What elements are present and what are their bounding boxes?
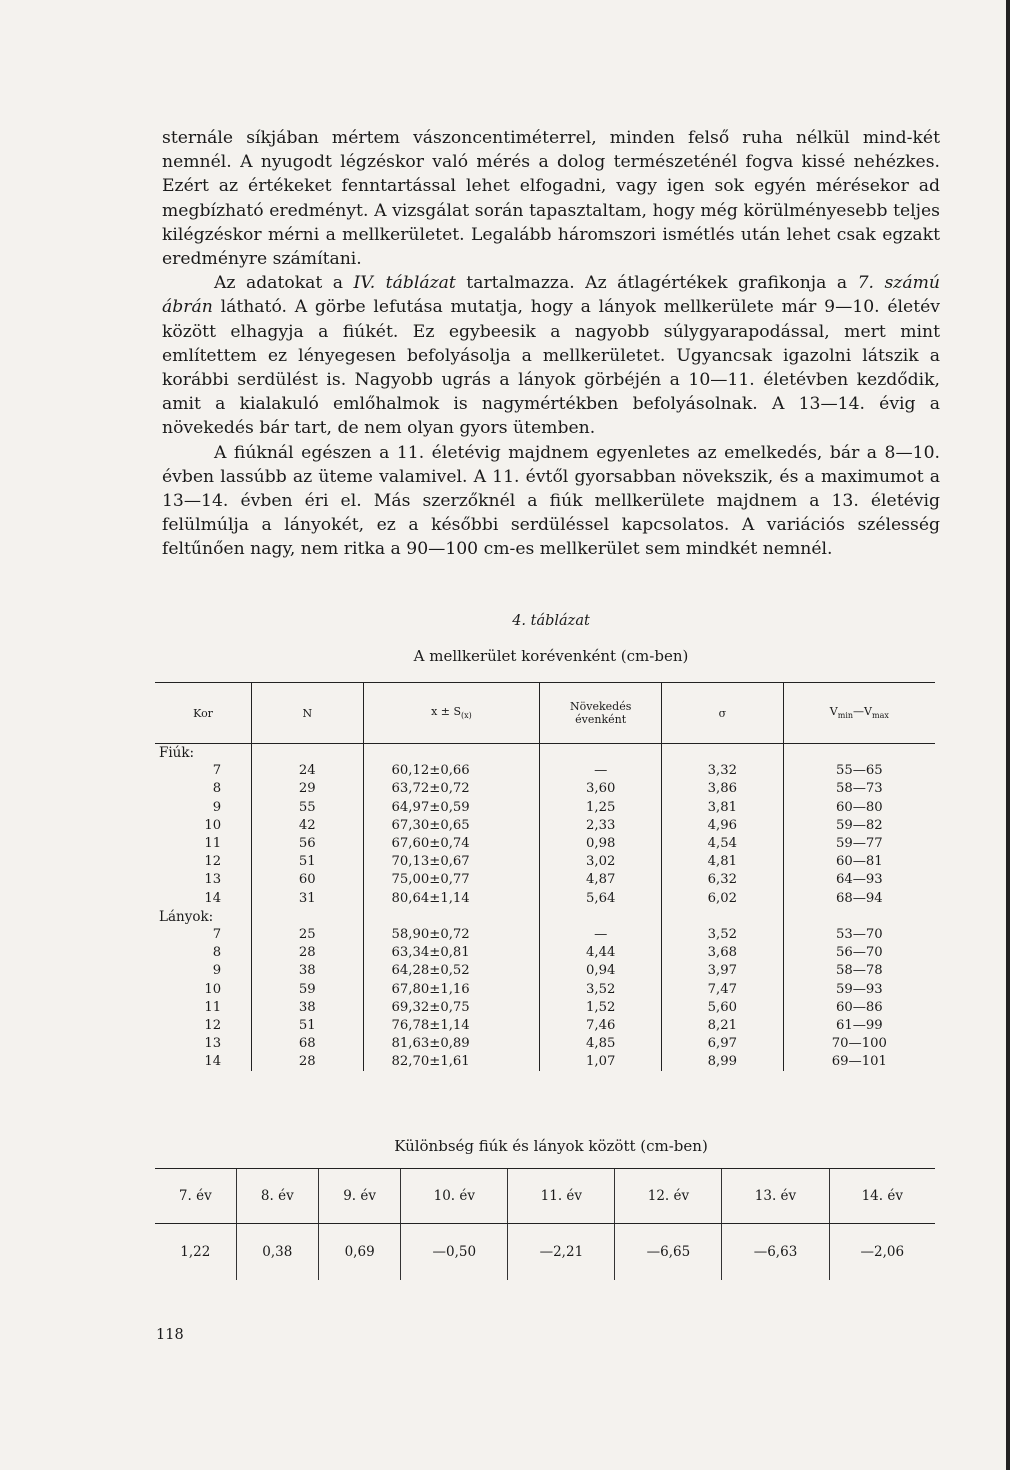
table-row [155,999,935,1017]
cell-range: 60—81 [783,853,935,871]
cell-age: 7 [212,926,222,942]
cell-growth: 3,52 [540,980,662,998]
cell-n: 51 [252,853,363,871]
paragraph-2-text-c: látható. A görbe lefutása mutatja, hogy a lányok mellkerülete már 9—10. életév között elhagyja a fiúkét. Ez egybeesik a nagyobb súlygyarapodással, mert mint említettem ez lényegesen befolyásolja a mellkerületet. Ugyancsak igazolni látszik a korábbi serdülést is. Nagyobb ugrás a lányok görbéjén a 10—11. életévben kezdődik, amit a kialakuló emlőhalmok is nagymértékben befolyásolnak. A 13—14. évig a növekedés bár tart, de nem olyan gyors ütemben. [162,297,940,439]
cell-growth: 1,25 [540,799,662,817]
cell-growth: 0,94 [540,962,662,980]
group-row [155,908,935,926]
group-spacer [363,744,540,763]
cell-growth: 7,46 [540,1017,662,1035]
table-header-row [155,683,935,744]
table-row [155,853,935,871]
paragraph-2-text-a: Az adatokat a [214,273,354,294]
cell-growth: 4,87 [540,871,662,889]
difference-year: 14. év [829,1169,935,1224]
cell-mean: 76,78±1,14 [363,1017,540,1035]
cell-sigma: 7,47 [662,980,784,998]
table-row [155,1053,935,1071]
cell-n: 51 [252,1017,363,1035]
header-age: Kor [155,683,252,744]
figure-reference: 7. számú ábrán [162,273,940,318]
group-spacer [363,908,540,926]
cell-mean: 64,97±0,59 [363,799,540,817]
table-row [155,944,935,962]
difference-value: 0,69 [318,1224,400,1281]
cell-n: 56 [252,835,363,853]
difference-year: 9. év [318,1169,400,1224]
cell-age: 10 [204,981,222,997]
cell-n: 38 [252,999,363,1017]
cell-mean: 80,64±1,14 [363,890,540,908]
table-row [155,962,935,980]
cell-sigma: 4,54 [662,835,784,853]
page-number: 118 [156,1327,184,1343]
header-range [783,683,935,744]
cell-age: 8 [212,945,222,961]
cell-age: 10 [204,817,222,833]
cell-sigma: 6,32 [662,871,784,889]
cell-sigma: 8,99 [662,1053,784,1071]
cell-range: 58—73 [783,780,935,798]
cell-range: 58—78 [783,962,935,980]
cell-n: 68 [252,1035,363,1053]
cell-mean: 70,13±0,67 [363,853,540,871]
cell-sigma: 3,81 [662,799,784,817]
cell-range: 55—65 [783,762,935,780]
cell-n: 29 [252,780,363,798]
difference-year: 7. év [155,1169,236,1224]
cell-range: 59—93 [783,980,935,998]
cell-growth: 1,07 [540,1053,662,1071]
cell-n: 55 [252,799,363,817]
cell-sigma: 4,96 [662,817,784,835]
difference-value: 0,38 [236,1224,318,1281]
cell-growth: 5,64 [540,890,662,908]
cell-mean: 67,30±0,65 [363,817,540,835]
table-row [155,980,935,998]
table-row [155,780,935,798]
cell-mean: 63,72±0,72 [363,780,540,798]
cell-growth: 3,02 [540,853,662,871]
header-range-v1: V [829,705,838,719]
table-row [155,835,935,853]
difference-value: —6,63 [722,1224,829,1281]
cell-sigma: 3,86 [662,780,784,798]
cell-range: 60—80 [783,799,935,817]
header-growth [540,683,662,744]
cell-n: 31 [252,890,363,908]
group-label: Lányok: [159,908,214,925]
header-growth-line1: Növekedés [570,700,632,713]
header-range-v2: —V [853,705,872,719]
header-n: N [252,683,363,744]
cell-age: 11 [204,999,222,1015]
difference-value: 1,22 [180,1244,211,1260]
table-row [155,799,935,817]
cell-mean: 67,80±1,16 [363,980,540,998]
difference-year: 8. év [236,1169,318,1224]
header-growth-line2: évenként [575,713,627,726]
group-spacer [662,908,784,926]
difference-value: —2,06 [829,1224,935,1281]
cell-age: 12 [204,1017,222,1033]
cell-sigma: 6,02 [662,890,784,908]
cell-range: 61—99 [783,1017,935,1035]
cell-sigma: 5,60 [662,999,784,1017]
header-mean [363,683,540,744]
table-body [155,744,935,1072]
cell-age: 12 [204,854,222,870]
group-spacer [540,908,662,926]
difference-year: 13. év [722,1169,829,1224]
cell-growth: 0,98 [540,835,662,853]
cell-n: 28 [252,1053,363,1071]
table-title: A mellkerület korévenként (cm-ben) [413,647,689,665]
cell-age: 9 [212,799,222,815]
table-number: 4. táblázat [512,613,590,629]
cell-mean: 69,32±0,75 [363,999,540,1017]
cell-growth: 4,85 [540,1035,662,1053]
difference-value: —0,50 [401,1224,508,1281]
cell-growth: 2,33 [540,817,662,835]
cell-range: 68—94 [783,890,935,908]
header-mean-sub: (x) [461,711,472,721]
cell-mean: 81,63±0,89 [363,1035,540,1053]
table-row [155,890,935,908]
cell-range: 53—70 [783,926,935,944]
table-row [155,817,935,835]
cell-age: 13 [204,872,222,888]
group-spacer [252,908,363,926]
table-row [155,1017,935,1035]
cell-n: 60 [252,871,363,889]
cell-age: 14 [204,1054,222,1070]
cell-range: 59—82 [783,817,935,835]
difference-title: Különbség fiúk és lányok között (cm-ben) [394,1137,708,1155]
cell-mean: 64,28±0,52 [363,962,540,980]
cell-sigma: 3,97 [662,962,784,980]
cell-range: 60—86 [783,999,935,1017]
cell-range: 70—100 [783,1035,935,1053]
cell-growth: 3,60 [540,780,662,798]
table-reference: IV. táblázat [353,273,456,294]
cell-sigma: 6,97 [662,1035,784,1053]
group-spacer [783,908,935,926]
table-row [155,871,935,889]
chest-circumference-table [155,682,935,1071]
difference-value: —6,65 [615,1224,722,1281]
cell-mean: 67,60±0,74 [363,835,540,853]
cell-mean: 63,34±0,81 [363,944,540,962]
cell-range: 56—70 [783,944,935,962]
cell-range: 59—77 [783,835,935,853]
body-text [162,126,940,562]
cell-n: 38 [252,962,363,980]
header-mean-label: x ± S [431,705,462,719]
paragraph-1: sternále síkjában mértem vászoncentiméterrel, minden felső ruha nélkül mind-két nemnél. A nyugodt légzéskor való mérés a dolog természeténél fogva kissé nehézkes. Ezért az értékeket fenntartással lehet elfogadni, vagy igen sok egyén mérésekor ad megbízható eredményt. A vizsgálat során tapasztaltam, hogy még körülményesebb teljes kilégzéskor mérni a mellkerületet. Legalább háromszori ismétlés után lehet csak egzakt eredményre számítani. [162,128,940,270]
cell-age: 14 [204,890,222,906]
difference-year: 10. év [401,1169,508,1224]
cell-mean: 58,90±0,72 [363,926,540,944]
group-spacer [252,744,363,763]
cell-n: 28 [252,944,363,962]
cell-growth: 1,52 [540,999,662,1017]
cell-age: 7 [212,763,222,779]
cell-sigma: 3,32 [662,762,784,780]
difference-year: 11. év [508,1169,615,1224]
cell-mean: 60,12±0,66 [363,762,540,780]
table-row [155,1035,935,1053]
group-label: Fiúk: [159,745,195,762]
cell-sigma: 3,52 [662,926,784,944]
paragraph-2-text-b: tartalmazza. Az átlagértékek grafikonja a [455,273,858,294]
cell-n: 59 [252,980,363,998]
cell-age: 8 [212,781,222,797]
cell-age: 9 [212,963,222,979]
cell-range: 64—93 [783,871,935,889]
difference-value-row [155,1224,935,1281]
header-sigma: σ [662,683,784,744]
cell-mean: 82,70±1,61 [363,1053,540,1071]
cell-mean: 75,00±0,77 [363,871,540,889]
table-row [155,926,935,944]
table-row [155,762,935,780]
difference-header-row [155,1169,935,1224]
group-spacer [540,744,662,763]
cell-growth: — [540,926,662,944]
cell-n: 42 [252,817,363,835]
difference-table [155,1168,935,1280]
paragraph-2 [162,271,940,440]
paragraph-3: A fiúknál egészen a 11. életévig majdnem egyenletes az emelkedés, bár a 8—10. évben lassúbb az üteme valamivel. A 11. évtől gyorsabban növekszik, és a maximumot a 13—14. évben éri el. Más szerzőknél a fiúk mellkerülete majdnem a 13. életévig felülmúlja a lányokét, ez a későbbi serdüléssel kapcsolatos. A variációs szélesség feltűnően nagy, nem ritka a 90—100 cm-es mellkerület sem mindkét nemnél. [162,442,940,560]
cell-range: 69—101 [783,1053,935,1071]
cell-n: 24 [252,762,363,780]
cell-age: 13 [204,1036,222,1052]
group-spacer [662,744,784,763]
cell-growth: 4,44 [540,944,662,962]
cell-age: 11 [204,836,222,852]
group-spacer [783,744,935,763]
cell-sigma: 8,21 [662,1017,784,1035]
group-row [155,744,935,763]
cell-n: 25 [252,926,363,944]
difference-value: —2,21 [508,1224,615,1281]
cell-sigma: 3,68 [662,944,784,962]
cell-sigma: 4,81 [662,853,784,871]
header-range-min: min [837,711,854,721]
difference-year: 12. év [615,1169,722,1224]
header-range-max: max [871,711,889,721]
cell-growth: — [540,762,662,780]
